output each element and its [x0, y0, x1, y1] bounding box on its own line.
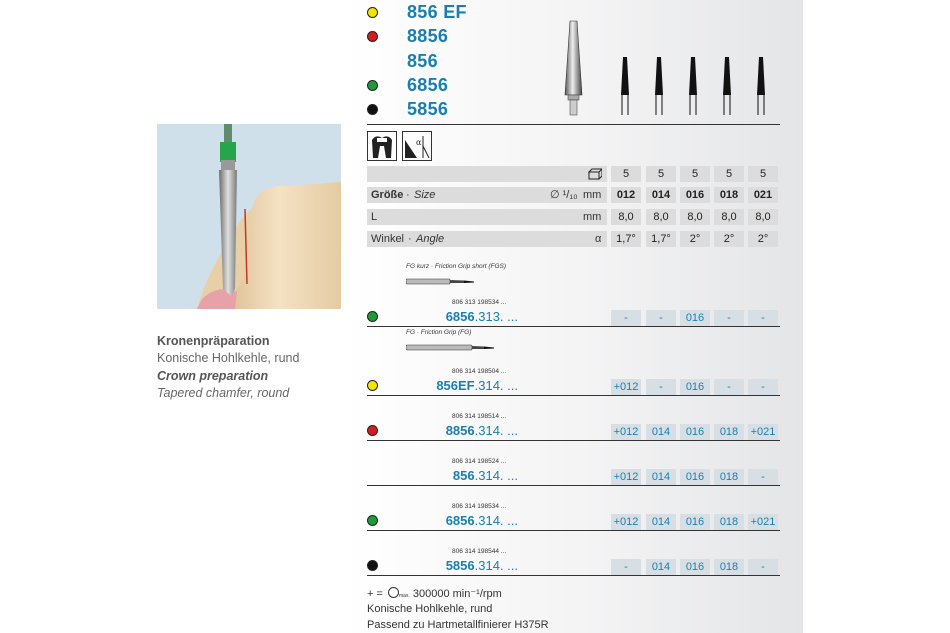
- order-size-cell: -: [611, 310, 641, 326]
- variant-color-dot: [367, 31, 378, 42]
- clinical-image: [157, 124, 341, 309]
- spec-cell: 5: [714, 166, 744, 182]
- order-number-base: 6856: [445, 309, 475, 324]
- size-label-en: Size: [414, 189, 436, 201]
- order-size-cell: -: [714, 310, 744, 326]
- order-row-divider: [367, 440, 780, 441]
- spec-row-bg: [367, 209, 607, 225]
- caption-en-title: Crown preparation: [157, 369, 269, 383]
- variant-label: 6856: [407, 75, 449, 95]
- fgs-shank-drawing: [406, 276, 476, 288]
- rpm-prefix: + =: [367, 588, 383, 600]
- rpm-text: 300000 min⁻¹/rpm: [412, 588, 502, 600]
- rpm-small: max.: [398, 593, 410, 599]
- order-size-cell: +021: [748, 424, 778, 440]
- package-icon: [588, 167, 602, 186]
- order-color-dot: [367, 560, 378, 571]
- order-number-suffix: .314. ...: [474, 378, 518, 393]
- order-row-divider: [367, 575, 780, 576]
- variant-color-dot: [367, 104, 378, 115]
- order-number: [446, 309, 518, 324]
- rpm-icon: [388, 587, 399, 598]
- order-number-suffix: .313. ...: [474, 309, 518, 324]
- order-size-cell: +012: [611, 424, 641, 440]
- spec-cell: 8,0: [748, 209, 778, 225]
- caption-de-sub: Konische Hohlkehle, rund: [157, 351, 300, 365]
- spec-cell: 5: [748, 166, 778, 182]
- caption-en-sub: Tapered chamfer, round: [157, 386, 290, 400]
- order-size-cell: 016: [680, 310, 710, 326]
- spec-cell: 5: [680, 166, 710, 182]
- spec-cell: 8,0: [611, 209, 641, 225]
- order-size-cell: -: [611, 559, 641, 575]
- order-size-cell: 016: [680, 559, 710, 575]
- rpm-line: [367, 587, 502, 600]
- order-size-cell: +012: [611, 469, 641, 485]
- order-reference: 806 313 198534 ...: [452, 299, 507, 306]
- order-size-cell: 014: [646, 424, 676, 440]
- svg-text:α: α: [416, 138, 422, 147]
- footer-line-3: Passend zu Hartmetallfinierer H375R: [367, 619, 549, 631]
- order-size-cell: -: [714, 379, 744, 395]
- order-size-cell: -: [748, 559, 778, 575]
- order-size-cell: 016: [680, 469, 710, 485]
- order-number-base: 6856: [445, 513, 475, 528]
- order-size-cell: 014: [646, 514, 676, 530]
- size-unit-b: mm: [583, 189, 602, 201]
- spec-cell: 2°: [680, 231, 710, 247]
- order-size-cell: 014: [646, 469, 676, 485]
- shank-label-fg: FG · Friction Grip (FG): [406, 329, 472, 336]
- order-row-divider: [367, 326, 780, 327]
- separator-dot: ·: [406, 189, 410, 201]
- variant-label: 856: [407, 51, 438, 71]
- order-reference: 806 314 198544 ...: [452, 548, 507, 555]
- order-size-cell: 016: [680, 424, 710, 440]
- order-size-cell: -: [748, 310, 778, 326]
- order-size-cell: -: [646, 310, 676, 326]
- shank-label-fgs: FG kurz · Friction Grip short (FGS): [406, 263, 507, 270]
- fg-shank-drawing: [406, 342, 496, 354]
- order-reference: 806 314 198504 ...: [452, 368, 507, 375]
- size-label: Größe: [371, 189, 404, 201]
- order-size-cell: +021: [748, 514, 778, 530]
- variant-color-dot: [367, 80, 378, 91]
- footer-line-2: Konische Hohlkehle, rund: [367, 603, 493, 615]
- size-unit-a: ∅ ¹/₁₀: [550, 189, 578, 201]
- order-number: [436, 378, 518, 393]
- order-number-suffix: .314. ...: [474, 558, 518, 573]
- crown-tooth-icon: [367, 131, 397, 161]
- spec-cell: 8,0: [680, 209, 710, 225]
- l-label: L: [371, 211, 378, 223]
- angle-unit: α: [595, 233, 602, 245]
- order-size-cell: +012: [611, 514, 641, 530]
- order-size-cell: 014: [646, 559, 676, 575]
- order-size-cell: 016: [680, 379, 710, 395]
- variant-color-dot: [367, 7, 378, 18]
- order-size-cell: -: [646, 379, 676, 395]
- separator-dot: ·: [408, 233, 412, 245]
- angle-label-en: Angle: [416, 233, 445, 245]
- order-color-dot: [367, 311, 378, 322]
- order-reference: 806 314 198534 ...: [452, 503, 507, 510]
- order-number: [446, 558, 518, 573]
- order-number-base: 856: [452, 468, 475, 483]
- header-divider: [367, 124, 780, 125]
- angle-label: Winkel: [371, 233, 405, 245]
- spec-cell: 1,7°: [611, 231, 641, 247]
- spec-cell: 2°: [748, 231, 778, 247]
- variant-label: 8856: [407, 26, 449, 46]
- order-row-divider: [367, 485, 780, 486]
- order-size-cell: 018: [714, 469, 744, 485]
- spec-cell: 018: [714, 187, 744, 203]
- order-size-cell: 018: [714, 559, 744, 575]
- order-size-cell: -: [748, 379, 778, 395]
- spec-cell: 5: [646, 166, 676, 182]
- order-number-base: 856EF: [436, 378, 475, 393]
- order-color-dot: [367, 515, 378, 526]
- spec-row-bg: [367, 166, 607, 182]
- order-number-base: 8856: [445, 423, 475, 438]
- caption-de-title: Kronenpräparation: [157, 334, 270, 348]
- order-size-cell: -: [748, 469, 778, 485]
- order-size-cell: 016: [680, 514, 710, 530]
- order-number: [453, 468, 518, 483]
- order-number-suffix: .314. ...: [474, 423, 518, 438]
- order-row-divider: [367, 530, 780, 531]
- spec-cell: 5: [611, 166, 641, 182]
- order-size-cell: 018: [714, 424, 744, 440]
- bur-drawings: [555, 15, 780, 120]
- order-reference: 806 314 198524 ...: [452, 458, 507, 465]
- order-number-suffix: .314. ...: [474, 513, 518, 528]
- order-reference: 806 314 198514 ...: [452, 413, 507, 420]
- order-number-suffix: .314. ...: [474, 468, 518, 483]
- order-size-cell: 018: [714, 514, 744, 530]
- spec-cell: 8,0: [646, 209, 676, 225]
- spec-cell: 016: [680, 187, 710, 203]
- order-number-base: 5856: [445, 558, 475, 573]
- spec-cell: 1,7°: [646, 231, 676, 247]
- order-number: [446, 513, 518, 528]
- order-color-dot: [367, 380, 378, 391]
- order-color-dot: [367, 425, 378, 436]
- spec-cell: 2°: [714, 231, 744, 247]
- spec-cell: 8,0: [714, 209, 744, 225]
- variant-label: 5856: [407, 99, 449, 119]
- l-unit: mm: [583, 211, 602, 223]
- spec-cell: 014: [646, 187, 676, 203]
- variant-label: 856 EF: [407, 2, 467, 22]
- order-number: [446, 423, 518, 438]
- angle-icon: [402, 131, 432, 161]
- spec-cell: 021: [748, 187, 778, 203]
- order-size-cell: +012: [611, 379, 641, 395]
- spec-cell: 012: [611, 187, 641, 203]
- order-row-divider: [367, 395, 780, 396]
